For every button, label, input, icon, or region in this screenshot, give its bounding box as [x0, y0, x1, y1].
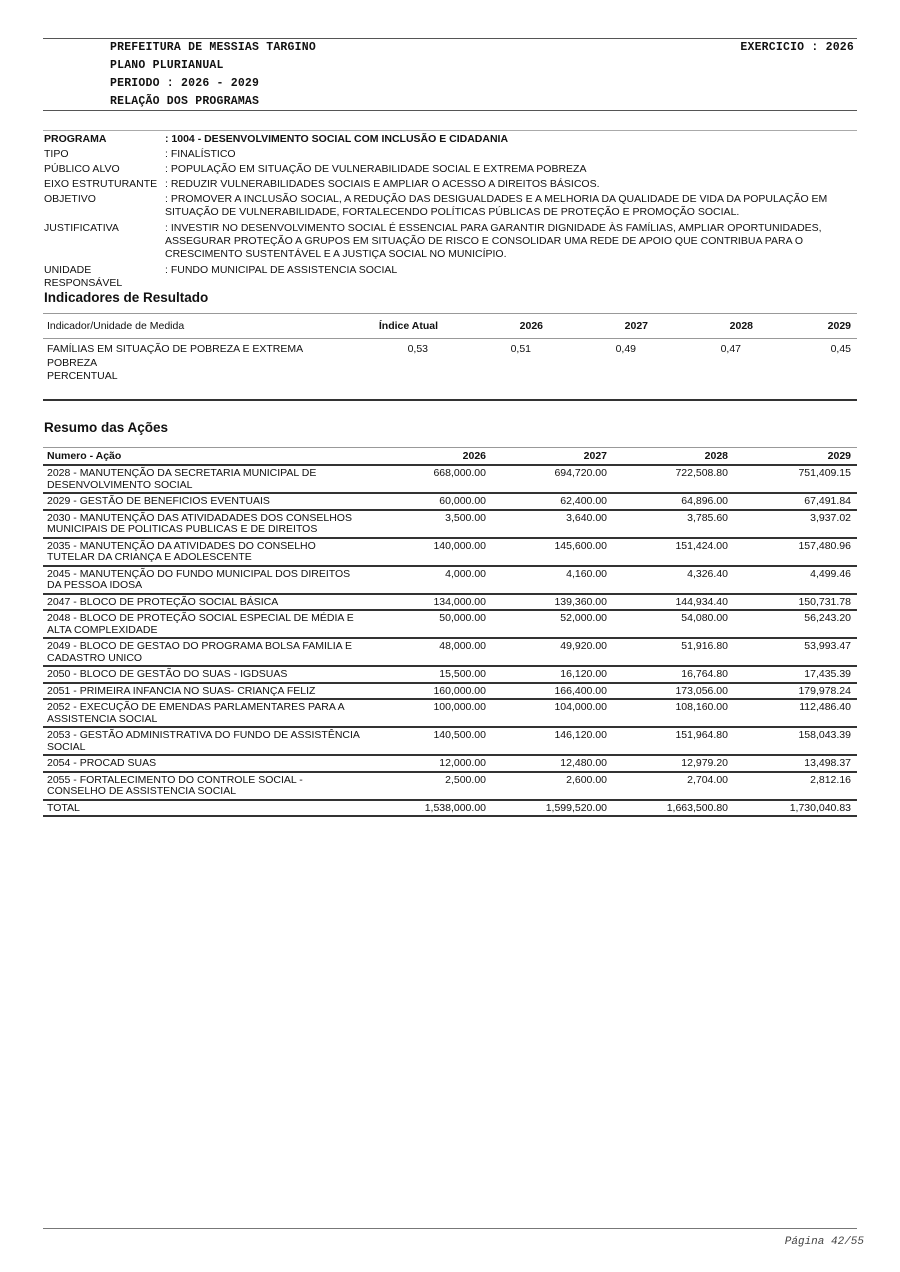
acao-value-2026: 668,000.00 — [433, 467, 486, 479]
acao-name-line1: 2029 - GESTÃO DE BENEFICIOS EVENTUAIS — [47, 495, 270, 507]
acao-name — [43, 775, 383, 798]
total-2027: 1,599,520.00 — [545, 801, 607, 814]
unidade-row — [44, 264, 856, 290]
acao-name — [43, 641, 383, 664]
acao-value-2027: 146,120.00 — [554, 729, 607, 741]
acao-value-2029: 13,498.37 — [804, 757, 851, 769]
objetivo-value: : PROMOVER A INCLUSÃO SOCIAL, A REDUÇÃO DAS DESIGUALDADES E A MELHORIA DA QUALIDADE DE VIDA DA POPULAÇÃO EM SITUAÇÃO DE VULNERABILIDADE, FORTALECENDO POLÍTICAS PÚBLICAS DE PROTEÇÃO E PROMOÇÃO SOCIAL. — [165, 193, 828, 218]
acao-value-2026: 12,000.00 — [439, 757, 486, 769]
acao-value-2026: 15,500.00 — [439, 668, 486, 680]
header-periodo: PERIODO : 2026 - 2029 — [110, 77, 260, 90]
justificativa-label: JUSTIFICATIVA — [44, 222, 119, 234]
ind-col-2029: 2029 — [827, 320, 851, 332]
acao-value-2029: 179,978.24 — [798, 684, 851, 697]
unidade-label — [44, 264, 165, 290]
acao-value-2026: 3,500.00 — [445, 511, 486, 524]
acao-value-2029: 3,937.02 — [810, 511, 851, 524]
justificativa-row — [44, 222, 856, 261]
page-number: Página 42/55 — [784, 1236, 864, 1248]
acao-value-2027: 16,120.00 — [560, 668, 607, 680]
table-row — [43, 639, 857, 667]
acao-name — [43, 702, 383, 725]
acao-value-2029: 158,043.39 — [798, 729, 851, 741]
table-row — [43, 728, 857, 756]
unidade-label-line1: UNIDADE — [44, 264, 92, 276]
acao-name-line1: 2048 - BLOCO DE PROTEÇÃO SOCIAL ESPECIAL DE MÉDIA E — [47, 612, 354, 624]
table-row — [43, 611, 857, 639]
acao-value-2027: 166,400.00 — [554, 684, 607, 697]
acao-name-line1: 2045 - MANUTENÇÃO DO FUNDO MUNICIPAL DOS DIREITOS — [47, 567, 351, 580]
acao-value-2028: 151,424.00 — [675, 539, 728, 552]
table-row — [43, 773, 857, 801]
acao-value-2028: 64,896.00 — [681, 495, 728, 507]
acao-name-line1: 2055 - FORTALECIMENTO DO CONTROLE SOCIAL - — [47, 773, 303, 786]
table-row — [43, 567, 857, 595]
indicadores-table — [43, 313, 857, 401]
programa-row — [44, 133, 856, 146]
acao-value-2029: 56,243.20 — [804, 612, 851, 624]
acao-value-2028: 51,916.80 — [681, 640, 728, 652]
program-top-rule — [43, 130, 857, 131]
acao-value-2028: 151,964.80 — [675, 729, 728, 741]
header-top-rule — [43, 38, 857, 39]
ind-col-indicador: Indicador/Unidade de Medida — [47, 320, 185, 332]
acao-name-line2: SOCIAL — [47, 740, 86, 753]
header-plano: PLANO PLURIANUAL — [110, 59, 224, 72]
table-row — [43, 539, 857, 567]
header-prefeitura: PREFEITURA DE MESSIAS TARGINO — [110, 41, 316, 54]
acao-name-line2: DESENVOLVIMENTO SOCIAL — [47, 478, 193, 491]
acao-value-2028: 3,785.60 — [687, 511, 728, 524]
acao-value-2029: 157,480.96 — [798, 539, 851, 552]
ind-unit: PERCENTUAL — [47, 370, 118, 382]
ind-2026: 0,51 — [510, 343, 531, 355]
acao-name — [43, 613, 383, 636]
acao-value-2028: 2,704.00 — [687, 773, 728, 786]
acao-value-2027: 4,160.00 — [566, 567, 607, 580]
ind-2027: 0,49 — [615, 343, 636, 355]
acao-value-2028: 12,979.20 — [681, 757, 728, 769]
acao-value-2027: 49,920.00 — [560, 640, 607, 652]
table-row — [43, 756, 857, 773]
publico-row — [44, 163, 856, 176]
table-row — [43, 511, 857, 539]
acao-value-2029: 67,491.84 — [804, 495, 851, 507]
ind-2029: 0,45 — [830, 343, 851, 355]
acao-value-2028: 54,080.00 — [681, 612, 728, 624]
header-relacao: RELAÇÃO DOS PROGRAMAS — [110, 95, 260, 108]
eixo-label: EIXO ESTRUTURANTE — [44, 178, 158, 190]
acao-name-line2: DA PESSOA IDOSA — [47, 579, 143, 591]
acao-name-line2: TUTELAR DA CRIANÇA E ADOLESCENTE — [47, 551, 252, 563]
ind-col-atual: Índice Atual — [378, 320, 438, 332]
acao-name — [43, 569, 383, 592]
acao-value-2026: 2,500.00 — [445, 773, 486, 786]
acao-name-line1: 2054 - PROCAD SUAS — [47, 757, 157, 769]
acao-value-2026: 48,000.00 — [439, 640, 486, 652]
program-info — [44, 133, 856, 290]
acao-name-line1: 2049 - BLOCO DE GESTAO DO PROGRAMA BOLSA FAMILIA E — [47, 640, 352, 652]
ind-name-line1: FAMÍLIAS EM SITUAÇÃO DE POBREZA E EXTREMA — [47, 343, 304, 355]
tipo-value: : FINALÍSTICO — [165, 148, 236, 160]
acao-name — [43, 513, 383, 536]
table-row — [43, 494, 857, 511]
header-bottom-rule — [43, 110, 857, 111]
acao-name-line1: 2052 - EXECUÇÃO DE EMENDAS PARLAMENTARES PARA A — [47, 701, 345, 713]
acao-value-2026: 140,500.00 — [433, 729, 486, 741]
programa-value: : 1004 - DESENVOLVIMENTO SOCIAL COM INCLUSÃO E CIDADANIA — [165, 133, 509, 145]
table-row — [43, 339, 857, 401]
acao-value-2027: 62,400.00 — [560, 495, 607, 507]
acao-value-2028: 173,056.00 — [675, 684, 728, 697]
acao-value-2026: 134,000.00 — [433, 595, 486, 608]
acao-col-2027: 2027 — [583, 450, 607, 462]
ind-atual: 0,53 — [407, 343, 428, 355]
acao-name — [43, 468, 383, 491]
indicadores-title: Indicadores de Resultado — [44, 290, 209, 305]
acao-value-2028: 108,160.00 — [675, 701, 728, 713]
programa-label: PROGRAMA — [44, 133, 107, 145]
acao-value-2026: 4,000.00 — [445, 567, 486, 580]
ind-col-2027: 2027 — [624, 320, 648, 332]
indicadores-header — [43, 313, 857, 339]
table-row — [43, 700, 857, 728]
objetivo-row — [44, 193, 856, 219]
acao-value-2026: 50,000.00 — [439, 612, 486, 624]
acoes-body — [43, 466, 857, 817]
acao-name-line1: 2030 - MANUTENÇÃO DAS ATIVIDADADES DOS CONSELHOS — [47, 511, 352, 524]
publico-value: : POPULAÇÃO EM SITUAÇÃO DE VULNERABILIDADE SOCIAL E EXTREMA POBREZA — [165, 163, 587, 175]
acao-value-2028: 144,934.40 — [675, 595, 728, 608]
total-2028: 1,663,500.80 — [666, 801, 728, 814]
acao-name — [43, 597, 383, 609]
table-row — [43, 667, 857, 684]
unidade-label-line2: RESPONSÁVEL — [44, 277, 123, 289]
eixo-row — [44, 178, 856, 191]
acao-value-2026: 60,000.00 — [439, 495, 486, 507]
acao-value-2027: 139,360.00 — [554, 595, 607, 608]
acao-name — [43, 758, 383, 770]
eixo-value: : REDUZIR VULNERABILIDADES SOCIAIS E AMPLIAR O ACESSO A DIREITOS BÁSICOS. — [165, 178, 600, 190]
acao-name-line1: 2051 - PRIMEIRA INFANCIA NO SUAS- CRIANÇA FELIZ — [47, 684, 316, 697]
acao-name-line2: MUNICIPAIS DE POLITICAS PUBLICAS E DE DIREITOS — [47, 523, 318, 535]
acao-value-2027: 694,720.00 — [554, 467, 607, 479]
acao-value-2029: 2,812.16 — [810, 773, 851, 786]
total-label: TOTAL — [47, 801, 80, 814]
ind-row-name — [43, 343, 363, 399]
acao-value-2028: 722,508.80 — [675, 467, 728, 479]
justificativa-value: : INVESTIR NO DESENVOLVIMENTO SOCIAL É ESSENCIAL PARA GARANTIR DIGNIDADE ÀS FAMÍLIAS, AMPLIAR OPORTUNIDADES, ASSEGURAR PROTEÇÃO A GRUPOS EM SITUAÇÃO DE RISCO E CONSOLIDAR UMA REDE DE APOIO QUE CONTRIBUA PARA O CRESCIMENTO SUSTENTÁVEL E A JUSTIÇA SOCIAL NO MUNICÍPIO. — [165, 222, 822, 260]
ind-2028: 0,47 — [720, 343, 741, 355]
objetivo-label: OBJETIVO — [44, 193, 96, 205]
acao-name — [43, 730, 383, 753]
unidade-value: : FUNDO MUNICIPAL DE ASSISTENCIA SOCIAL — [165, 264, 398, 276]
acao-name — [43, 496, 383, 508]
acao-value-2028: 4,326.40 — [687, 567, 728, 580]
acao-value-2029: 751,409.15 — [798, 467, 851, 479]
acao-col-2026: 2026 — [462, 450, 486, 462]
acao-name-line2: ASSISTENCIA SOCIAL — [47, 712, 158, 725]
acao-value-2029: 53,993.47 — [804, 640, 851, 652]
acao-value-2027: 145,600.00 — [554, 539, 607, 552]
acao-name-line1: 2028 - MANUTENÇÃO DA SECRETARIA MUNICIPAL DE — [47, 467, 317, 479]
acao-name — [43, 669, 383, 681]
acao-value-2026: 100,000.00 — [433, 701, 486, 713]
acao-value-2029: 112,486.40 — [799, 701, 851, 713]
acao-name-line2: CADASTRO UNICO — [47, 651, 143, 664]
acao-value-2027: 52,000.00 — [560, 612, 607, 624]
acao-col-2028: 2028 — [704, 450, 728, 462]
table-row — [43, 466, 857, 494]
ind-col-2026: 2026 — [519, 320, 543, 332]
total-row — [43, 801, 857, 818]
acao-value-2027: 3,640.00 — [566, 511, 607, 524]
acao-name-line1: 2053 - GESTÃO ADMINISTRATIVA DO FUNDO DE ASSISTÊNCIA — [47, 729, 360, 741]
acao-value-2029: 150,731.78 — [798, 595, 851, 608]
acao-name-line1: 2035 - MANUTENÇÃO DA ATIVIDADES DO CONSELHO — [47, 539, 316, 552]
acao-value-2027: 12,480.00 — [560, 757, 607, 769]
acao-value-2029: 17,435.39 — [804, 668, 851, 680]
acoes-title: Resumo das Ações — [44, 420, 169, 435]
acao-value-2026: 140,000.00 — [433, 539, 486, 552]
tipo-row — [44, 148, 856, 161]
acao-value-2027: 104,000.00 — [554, 701, 607, 713]
total-2026: 1,538,000.00 — [424, 801, 486, 814]
acao-name — [43, 686, 383, 698]
header-exercicio: EXERCICIO : 2026 — [740, 41, 854, 54]
tipo-label: TIPO — [44, 148, 69, 160]
footer-rule — [43, 1228, 857, 1229]
acao-col-name: Numero - Ação — [47, 450, 122, 462]
acao-name-line1: 2050 - BLOCO DE GESTÃO DO SUAS - IGDSUAS — [47, 668, 288, 680]
acao-value-2028: 16,764.80 — [681, 668, 728, 680]
acao-name — [43, 541, 383, 564]
ind-col-2028: 2028 — [729, 320, 753, 332]
ind-name-line2: POBREZA — [47, 356, 98, 369]
acao-col-2029: 2029 — [827, 450, 851, 462]
acao-name-line2: ALTA COMPLEXIDADE — [47, 623, 158, 636]
total-2029: 1,730,040.83 — [789, 801, 851, 814]
table-row — [43, 595, 857, 612]
acao-name-line1: 2047 - BLOCO DE PROTEÇÃO SOCIAL BÁSICA — [47, 595, 279, 608]
acao-value-2026: 160,000.00 — [433, 684, 486, 697]
table-row — [43, 684, 857, 701]
acoes-table — [43, 447, 857, 817]
acao-name-line2: CONSELHO DE ASSISTENCIA SOCIAL — [47, 785, 237, 797]
acao-value-2029: 4,499.46 — [810, 567, 851, 580]
acao-value-2027: 2,600.00 — [566, 773, 607, 786]
publico-label: PÚBLICO ALVO — [44, 163, 120, 175]
acoes-header — [43, 447, 857, 466]
